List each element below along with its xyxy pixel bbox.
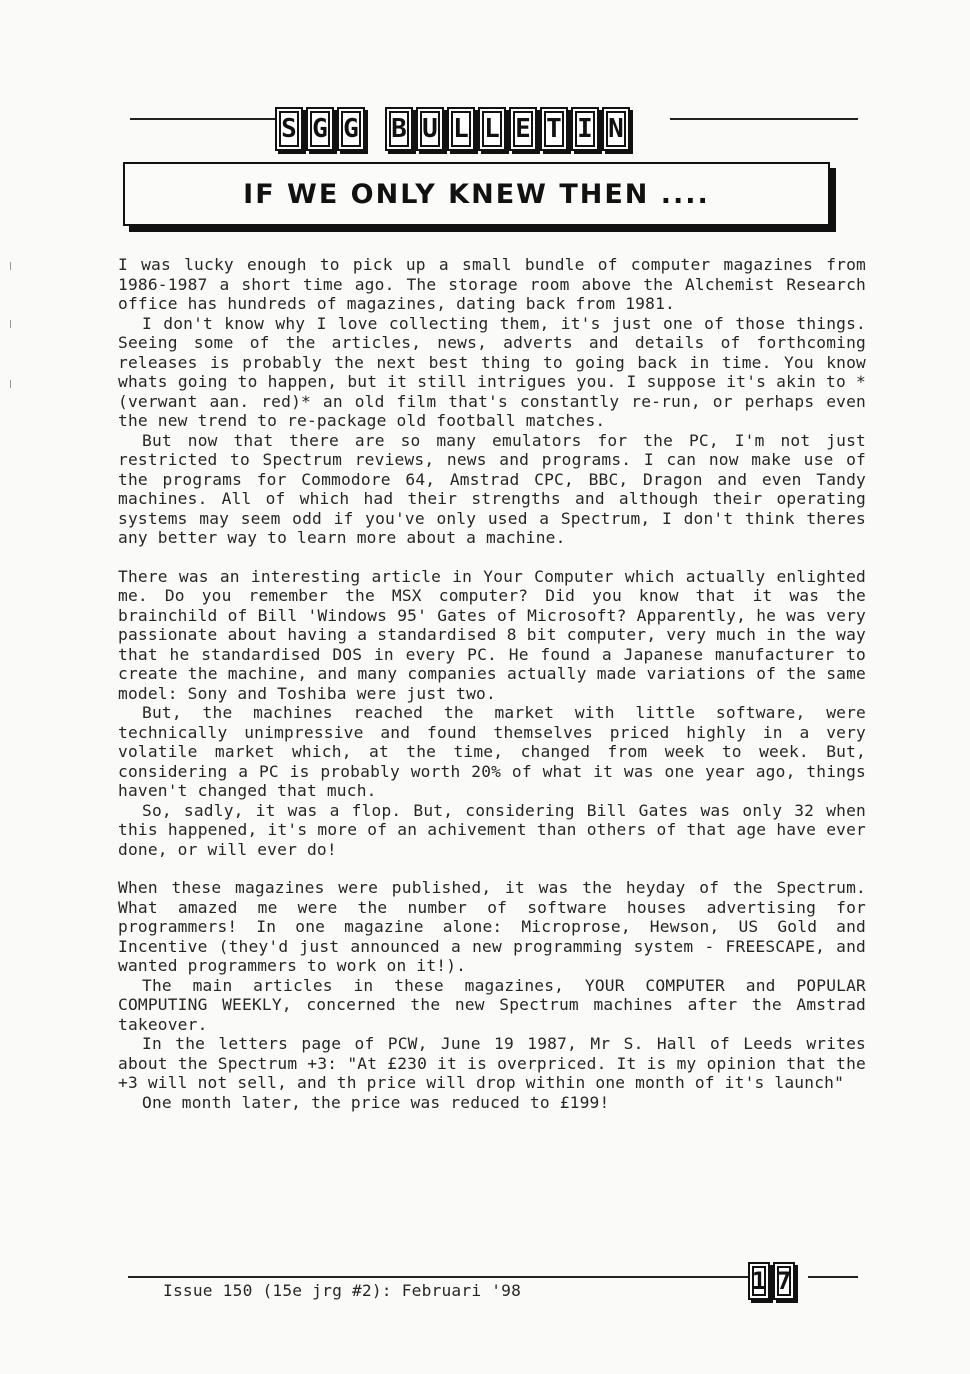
issue-info: Issue 150 (15e jrg #2): Februari '98 (163, 1281, 522, 1300)
masthead-word-bulletin (385, 107, 630, 151)
masthead-letter: L (478, 107, 506, 151)
masthead-word-sgg (275, 107, 365, 151)
article-paragraph: But, the machines reached the market with little software, were technically unimpressive and found themselves priced highly in a very volatile market which, at the time, changed from week to week. But, considering a PC is probably worth 20% of what it was one year ago, things haven't changed that much. (118, 703, 866, 800)
article-paragraph: I was lucky enough to pick up a small bundle of computer magazines from 1986-1987 a short time ago. The storage room above the Alchemist Research office has hundreds of magazines, dating back from 1981. (118, 255, 866, 313)
article-paragraph: When these magazines were published, it was the heyday of the Spectrum. What amazed me were the number of software houses advertising for programmers! In one magazine alone: Microprose, Hewson, US Gold and Incentive (they'd just announced a new programming system - FREESCAPE, and wanted programmers to work on it!). (118, 878, 866, 975)
footer-rule-left (128, 1276, 748, 1278)
masthead-letter: N (602, 107, 630, 151)
masthead-letter: L (447, 107, 475, 151)
article-paragraph: So, sadly, it was a flop. But, considering Bill Gates was only 32 when this happened, it's more of an achivement than others of that age have ever done, or will ever do! (118, 800, 866, 859)
masthead-logo (275, 103, 630, 155)
masthead-letter: I (571, 107, 599, 151)
article-paragraph: I don't know why I love collecting them, it's just one of those things. Seeing some of the articles, news, adverts and details of forthcoming releases is probably the next best thing to going back in time. You know whats going to happen, but it still intrigues you. I suppose it's akin to *(verwant aan. red)* an old film that's constantly re-run, or perhaps even the new trend to re-package old football matches. (118, 313, 866, 430)
binding-mark (6, 380, 11, 388)
masthead-letter: G (337, 107, 365, 151)
article-paragraph: There was an interesting article in Your Computer which actually enlighted me. Do you remember the MSX computer? Did you know that it was the brainchild of Bill 'Windows 95' Gates of Microsoft? Apparently, he was very passionate about having a standardised 8 bit computer, very much in the way that he standardised DOS in every PC. He found a Japanese manufacturer to create the machine, and many companies actually made variations of the same model: Sony and Toshiba were just two. (118, 566, 866, 703)
article-title: IF WE ONLY KNEW THEN .... (243, 178, 710, 210)
masthead-letter: S (275, 107, 303, 151)
article-paragraph: One month later, the price was reduced to £199! (142, 1092, 610, 1112)
article-body (118, 255, 866, 1112)
masthead-letter: E (509, 107, 537, 151)
masthead-letter: T (540, 107, 568, 151)
article-paragraph: The main articles in these magazines, YOUR COMPUTER and POPULAR COMPUTING WEEKLY, concerned the new Spectrum machines after the Amstrad takeover. (118, 975, 866, 1034)
masthead-rule-left (130, 118, 275, 120)
page-number-digit: 1 (748, 1262, 770, 1300)
page-number-digit: 7 (773, 1262, 795, 1300)
article-paragraph: But now that there are so many emulators for the PC, I'm not just restricted to Spectrum reviews, news and programs. I can now make use of the programs for Commodore 64, Amstrad CPC, BBC, Dragon and even Tandy machines. All of which had their strengths and although their operating systems may seem odd if you've only used a Spectrum, I don't think theres any better way to learn more about a machine. (118, 430, 866, 547)
masthead-letter: B (385, 107, 413, 151)
masthead-letter: G (306, 107, 334, 151)
binding-mark (6, 320, 11, 328)
masthead-letter: U (416, 107, 444, 151)
binding-mark (6, 262, 11, 270)
footer-rule-right (808, 1276, 858, 1278)
page-number (748, 1262, 795, 1300)
article-title-box (123, 162, 830, 226)
article-paragraph: In the letters page of PCW, June 19 1987, Mr S. Hall of Leeds writes about the Spectrum +3: "At £230 it is overpriced. It is my opinion that the +3 will not sell, and th price will drop within one month of it's launch" (118, 1034, 866, 1092)
masthead-rule-right (670, 118, 858, 120)
